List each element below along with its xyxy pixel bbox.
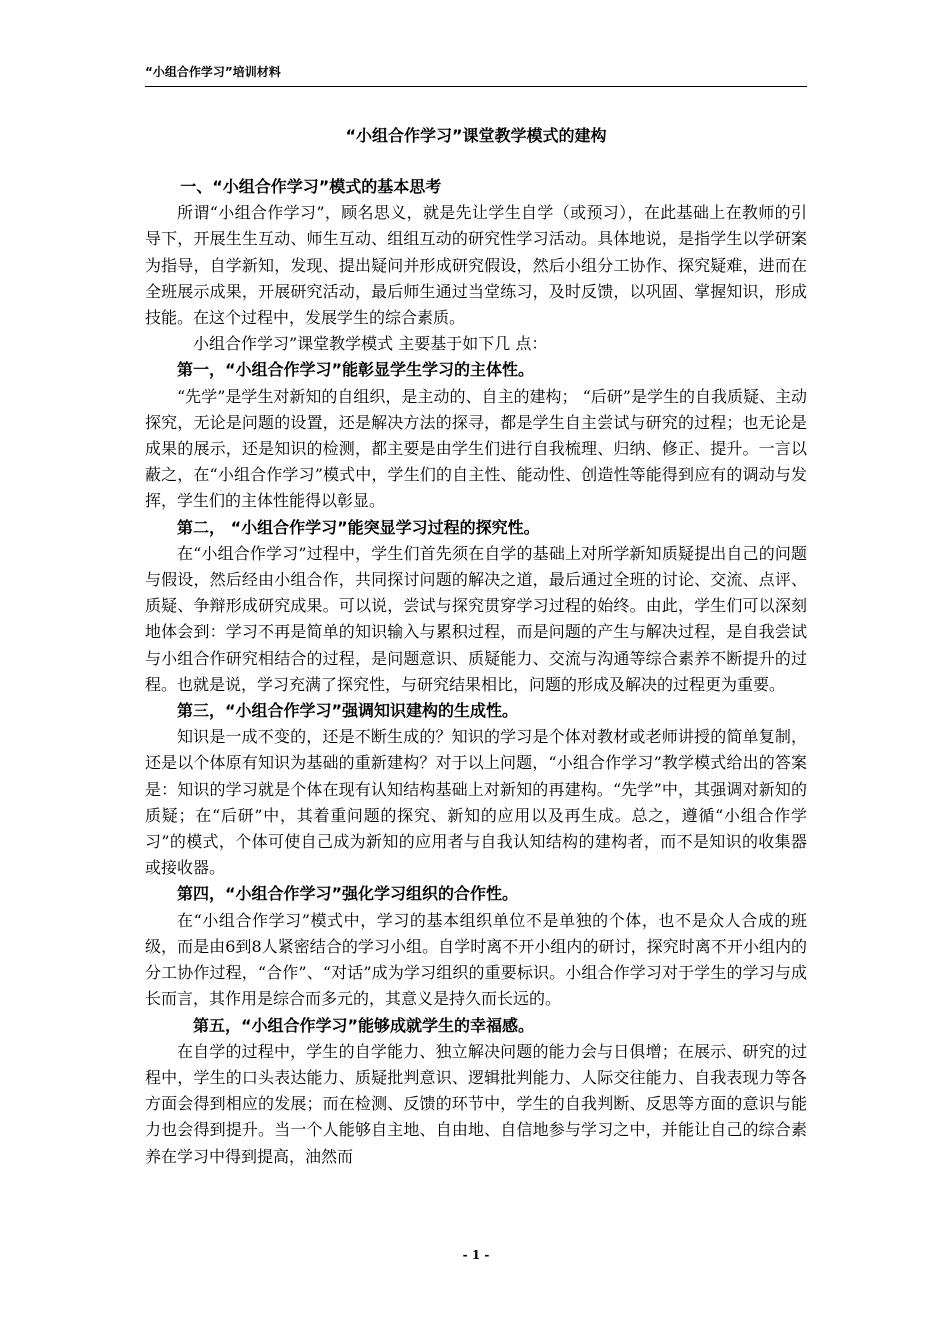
point2-heading: 第二， “小组合作学习”能突显学习过程的探究性。: [177, 517, 540, 537]
intro-paragraph: 所谓“小组合作学习”，顾名思义，就是先让学生自学（或预习），在此基础上在教师的引导下，开展生生互动、师生互动、组组互动的研究性学习活动。具体地说，是指学生以学研案为指导，自学新知，发现、提出疑问并形成研究假设，然后小组分工协作、探究疑难，进而在全班展示成果，开展研究活动，最后师生通过当堂练习，及时反馈，以巩固、掌握知识，形成技能。在这个过程中，发展学生的综合素质。: [145, 203, 807, 328]
basis-line: 小组合作学习”课堂教学模式 主要基于如下几 点：: [193, 334, 548, 354]
point5-paragraph: 在自学的过程中，学生的自学能力、独立解决问题的能力会与日俱增；在展示、研究的过程中，学生的口头表达能力、质疑批判意识、逻辑批判能力、人际交往能力、自我表现力等各方面会得到相应的发展；而在检测、反馈的环节中，学生的自我判断、反思等方面的意识与能力也会得到提升。当一个人能够自主地、自由地、自信地参与学习之中，并能让自己的综合素养在学习中得到提高，油然而: [145, 1041, 807, 1166]
document-body: [145, 174, 807, 1170]
point1-paragraph: “先学”是学生对新知的自组织，是主动的、自主的建构； “后研”是学生的自我质疑、主动探究，无论是问题的设置，还是解决方法的探寻，都是学生自主尝试与研究的过程；也无论是成果的展示，还是知识的检测，都主要是由学生们进行自我梳理、归纳、修正、提升。一言以蔽之，在“小组合作学习”模式中，学生们的自主性、能动性、创造性等能得到应有的调动与发挥，学生们的主体性能得以彰显。: [145, 386, 807, 511]
point4-paragraph: 在“小组合作学习”模式中，学习的基本组织单位不是单独的个体，也不是众人合成的班级，而是由6到8人紧密结合的学习小组。自学时离不开小组内的研讨，探究时离不开小组内的分工协作过程，“合作”、“对话”成为学习组织的重要标识。小组合作学习对于学生的学习与成长而言，其作用是综合而多元的，其意义是持久而长远的。: [145, 910, 807, 1009]
section-heading: 一、“小组合作学习”模式的基本思考: [180, 177, 442, 196]
page-number: - 1 -: [462, 1248, 490, 1262]
point2-paragraph: 在“小组合作学习”过程中，学生们首先须在自学的基础上对所学新知质疑提出自己的问题与假设，然后经由小组合作，共同探讨问题的解决之道，最后通过全班的讨论、交流、点评、质疑、争辩形成研究成果。可以说，尝试与探究贯穿学习过程的始终。由此，学生们可以深刻地体会到：学习不再是简单的知识输入与累积过程，而是问题的产生与解决过程，是自我尝试与小组合作研究相结合的过程，是问题意识、质疑能力、交流与沟通等综合素养不断提升的过程。也就是说，学习充满了探究性，与研究结果相比，问题的形成及解决的过程更为重要。: [145, 543, 807, 694]
point4-heading: 第四，“小组合作学习”强化学习组织的合作性。: [177, 884, 519, 904]
point3-heading: 第三，“小组合作学习”强调知识建构的生成性。: [177, 701, 519, 721]
point3-paragraph: 知识是一成不变的，还是不断生成的？知识的学习是个体对教材或老师讲授的简单复制，还是以个体原有知识为基础的重新建构？对于以上问题，“小组合作学习”教学模式给出的答案是：知识的学习就是个体在现有认知结构基础上对新知的再建构。“先学”中，其强调对新知的质疑；在“后研”中，其着重问题的探究、新知的应用以及再生成。总之，遵循“小组合作学习”的模式，个体可使自己成为新知的应用者与自我认知结构的建构者，而不是知识的收集器或接收器。: [145, 727, 807, 878]
page-header: “小组合作学习”培训材料: [145, 64, 807, 87]
point5-heading: 第五，“小组合作学习”能够成就学生的幸福感。: [193, 1015, 535, 1035]
point1-heading: 第一，“小组合作学习”能彰显学生学习的主体性。: [177, 360, 535, 380]
document-title: “小组合作学习”课堂教学模式的建构: [345, 126, 607, 145]
